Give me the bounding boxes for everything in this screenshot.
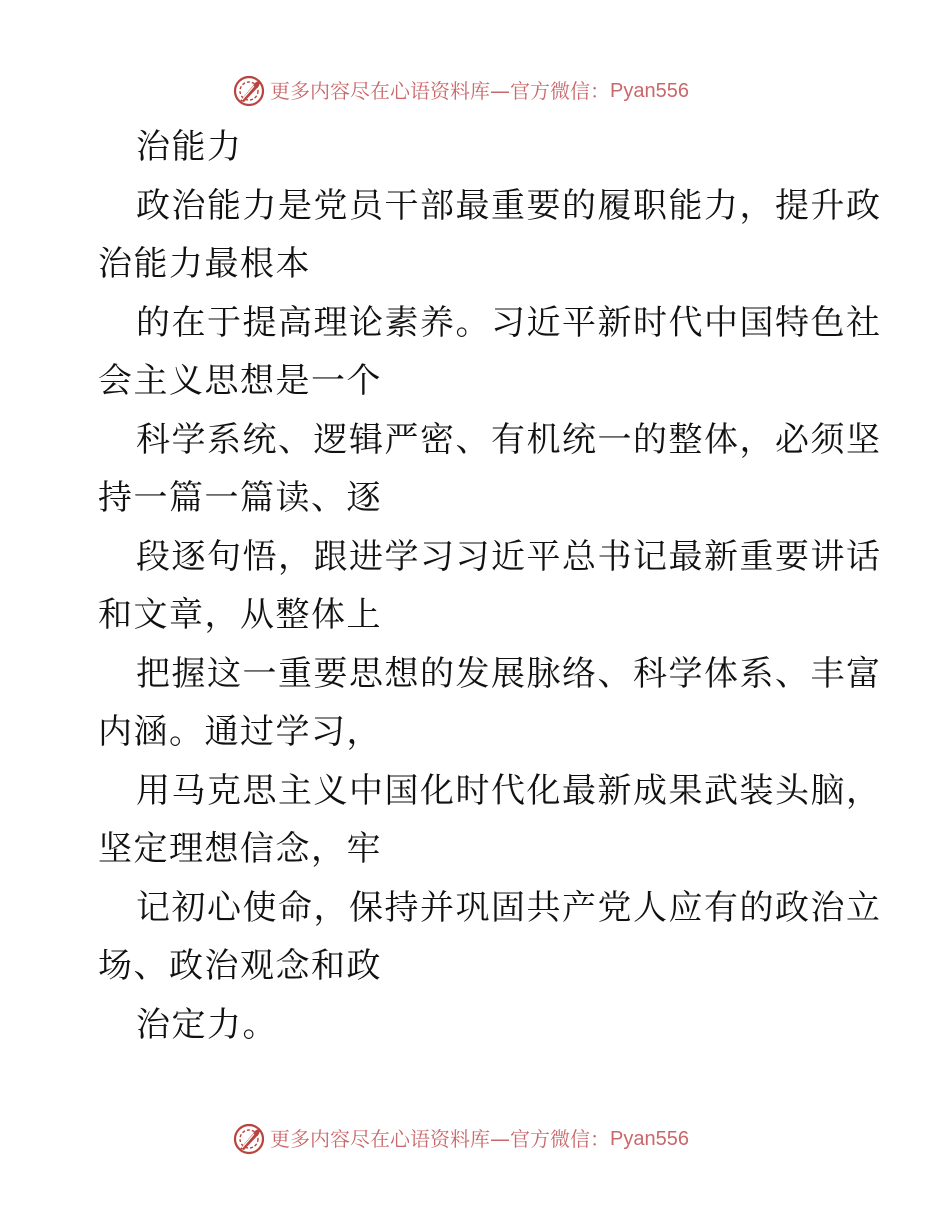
footer-banner [232,1121,689,1157]
text-line: 政治能力是党员干部最重要的履职能力，提升政 [136,185,882,226]
text-line: 坚定理想信念，牢 [98,829,382,869]
quill-logo-icon [232,1122,266,1156]
text-line: 科学系统、逻辑严密、有机统一的整体，必须坚 [136,419,882,460]
text-line: 治能力最根本 [98,244,311,284]
text-line: 持一篇一篇读、逐 [98,478,382,518]
text-line: 用马克思主义中国化时代化最新成果武装头脑， [136,770,882,811]
banner-wechat-handle: Pyan556 [610,80,689,102]
text-line: 段逐句悟，跟进学习习近平总书记最新重要讲话 [136,536,882,577]
body-text [98,118,882,1054]
text-line: 的在于提高理论素养。习近平新时代中国特色社 [136,302,882,343]
banner-text: 更多内容尽在心语资料库—官方微信： [270,1127,610,1151]
text-line: 治能力 [136,127,243,167]
text-line: 会主义思想是一个 [98,361,382,401]
text-line: 和文章，从整体上 [98,595,382,635]
quill-logo-icon [232,74,266,108]
header-banner [232,73,689,109]
banner-text: 更多内容尽在心语资料库—官方微信： [270,79,610,103]
text-line: 治定力。 [136,1004,278,1045]
text-line: 把握这一重要思想的发展脉络、科学体系、丰富 [136,653,882,694]
banner-wechat-handle: Pyan556 [610,1128,689,1150]
text-line: 内涵。通过学习， [98,712,382,752]
text-line: 记初心使命，保持并巩固共产党人应有的政治立 [136,887,882,928]
text-line: 场、政治观念和政 [98,946,382,986]
